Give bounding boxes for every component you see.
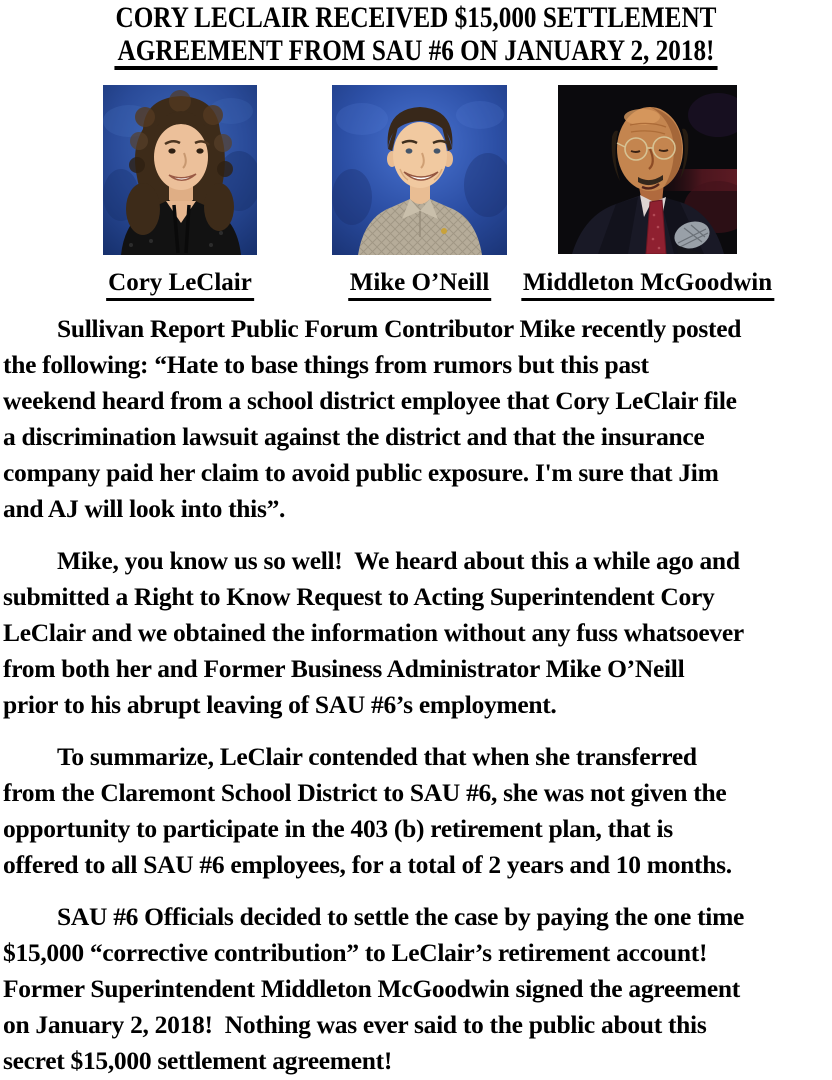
paragraph-line: Mike, you know us so well! We heard about this a while ago and: [57, 546, 740, 575]
paragraph: [3, 543, 830, 723]
photo-caption-middleton-mcgoodwin: Middleton McGoodwin: [521, 269, 774, 301]
paragraph-line: $15,000 “corrective contribution” to LeClair’s retirement account!: [3, 938, 708, 967]
paragraph-line: and AJ will look into this”.: [3, 494, 286, 523]
mike-oneill-portrait-image: [332, 85, 507, 255]
paragraph-line: To summarize, LeClair contended that when she transferred: [57, 742, 697, 771]
paragraph-line: from both her and Former Business Administrator Mike O’Neill: [3, 654, 685, 683]
paragraph-line: opportunity to participate in the 403 (b) retirement plan, that is: [3, 814, 673, 843]
paragraph-line: a discrimination lawsuit against the district and that the insurance: [3, 422, 705, 451]
paragraph-line: company paid her claim to avoid public exposure. I'm sure that Jim: [3, 458, 719, 487]
paragraph-line: on January 2, 2018! Nothing was ever said to the public about this: [3, 1010, 707, 1039]
headline-line-1: CORY LECLAIR RECEIVED $15,000 SETTLEMENT: [115, 1, 717, 34]
paragraph-line: SAU #6 Officials decided to settle the case by paying the one time: [57, 902, 745, 931]
paragraph-line: secret $15,000 settlement agreement!: [3, 1046, 393, 1075]
article-body: [3, 311, 830, 1079]
middleton-mcgoodwin-portrait-image: [558, 85, 737, 254]
paragraph-line: weekend heard from a school district employee that Cory LeClair file: [3, 386, 737, 415]
figure-mike-oneill: [332, 85, 507, 296]
headline-line-2: AGREEMENT FROM SAU #6 ON JANUARY 2, 2018!: [67, 34, 766, 70]
paragraph-line: the following: “Hate to base things from rumors but this past: [3, 350, 649, 379]
paragraph-line: Sullivan Report Public Forum Contributor Mike recently posted: [57, 314, 742, 343]
headline: [67, 0, 766, 70]
paragraph-line: Former Superintendent Middleton McGoodwin signed the agreement: [3, 974, 740, 1003]
paragraph-line: LeClair and we obtained the information without any fuss whatsoever: [3, 618, 744, 647]
figure-middleton-mcgoodwin: [522, 85, 773, 296]
cory-leclair-portrait-image: [103, 85, 257, 255]
photo-caption-cory-leclair: Cory LeClair: [106, 269, 254, 301]
paragraph-line: from the Claremont School District to SAU #6, she was not given the: [3, 778, 727, 807]
paragraph-line: offered to all SAU #6 employees, for a total of 2 years and 10 months.: [3, 850, 732, 879]
paragraph: [3, 311, 830, 527]
paragraph-line: prior to his abrupt leaving of SAU #6’s employment.: [3, 690, 557, 719]
paragraph-line: submitted a Right to Know Request to Acting Superintendent Cory: [3, 582, 715, 611]
figure-cory-leclair: [103, 85, 257, 296]
photo-caption-mike-oneill: Mike O’Neill: [348, 269, 492, 301]
photo-row: [0, 85, 832, 303]
paragraph: [3, 739, 830, 883]
paragraph: [3, 899, 830, 1079]
